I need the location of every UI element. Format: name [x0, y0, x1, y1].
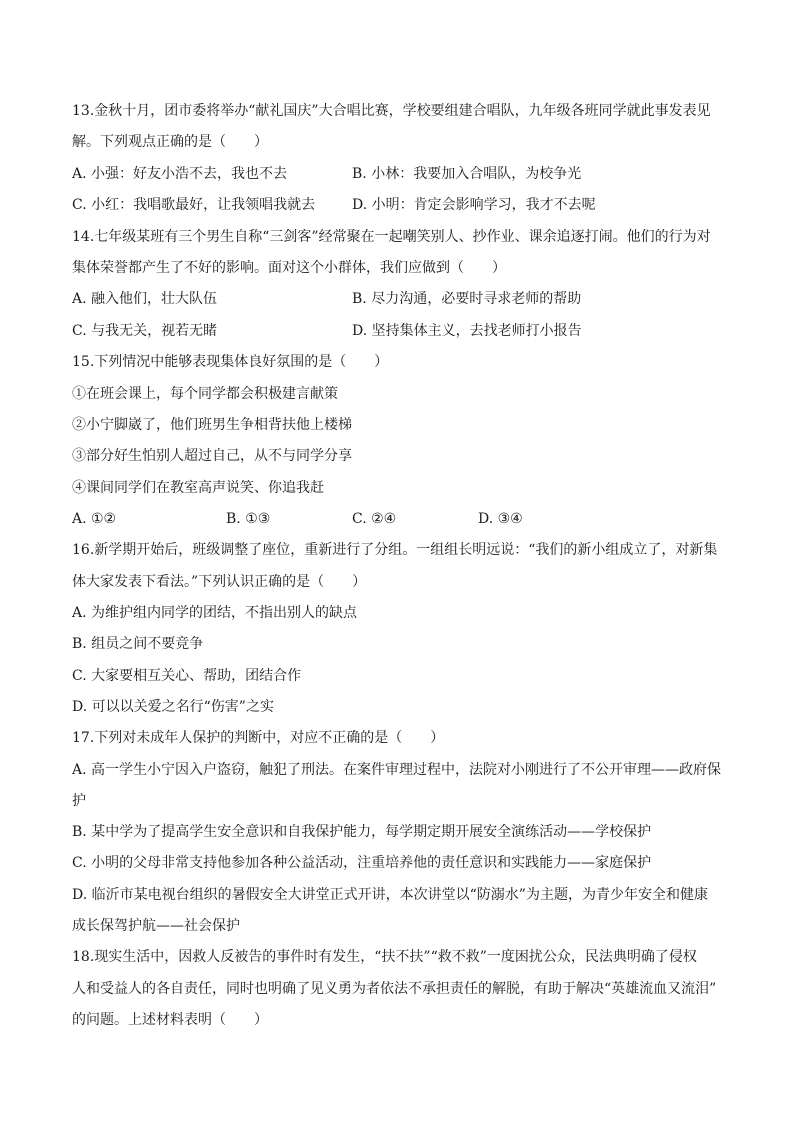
question-14-stem-line-2: 集体荣誉都产生了不好的影响。面对这个小群体，我们应做到（ ）: [72, 260, 506, 276]
question-15-item-1: ①在班会课上，每个同学都会积极建言献策: [72, 386, 338, 402]
question-13-option-d: D. 小明：肯定会影响学习，我才不去呢: [352, 197, 596, 213]
question-15-option-a: A. ①②: [72, 511, 117, 527]
question-13-option-c: C. 小红：我唱歌最好，让我领唱我就去: [72, 197, 316, 213]
question-18-stem-line-2: 人和受益人的各自责任，同时也明确了见义勇为者依法不承担责任的解脱，有助于解决“英雄流血又流泪”: [72, 981, 717, 997]
question-14-stem-line-1: 14.七年级某班有三个男生自称“三剑客”经常聚在一起嘲笑别人、抄作业、课余追逐打闹。他们的行为对: [72, 229, 711, 245]
question-14-option-b: B. 尽力沟通，必要时寻求老师的帮助: [352, 291, 582, 307]
question-15-item-2: ②小宁脚崴了，他们班男生争相背扶他上楼梯: [72, 417, 352, 433]
question-17-option-c: C. 小明的父母非常支持他参加各种公益活动，注重培养他的责任意识和实践能力——家庭保护: [72, 855, 652, 871]
question-17-option-d-line-2: 成长保驾护航——社会保护: [72, 918, 240, 934]
question-13-stem-line-1: 13.金秋十月，团市委将举办“献礼国庆”大合唱比赛，学校要组建合唱队，九年级各班同学就此事发表见: [72, 103, 711, 119]
question-15-option-b: B. ①③: [226, 511, 271, 527]
question-16-option-b: B. 组员之间不要竞争: [72, 636, 204, 652]
question-18-stem-line-3: 的问题。上述材料表明（ ）: [72, 1012, 268, 1028]
question-16-option-d: D. 可以以关爱之名行“伤害”之实: [72, 699, 274, 715]
question-15-option-c: C. ②④: [352, 511, 397, 527]
question-13-stem-line-2: 解。下列观点正确的是（ ）: [72, 134, 268, 150]
question-17-option-b: B. 某中学为了提高学生安全意识和自我保护能力，每学期定期开展安全演练活动——学校保护: [72, 824, 652, 840]
question-17-option-d-line-1: D. 临沂市某电视台组织的暑假安全大讲堂正式开讲，本次讲堂以“防溺水”为主题，为青少年安全和健康: [72, 887, 708, 903]
question-17-option-a-line-1: A. 高一学生小宁因入户盗窃，触犯了刑法。在案件审理过程中，法院对小刚进行了不公开审理——政府保: [72, 762, 722, 778]
question-16-option-c: C. 大家要相互关心、帮助，团结合作: [72, 668, 302, 684]
question-17-option-a-line-2: 护: [72, 793, 86, 809]
question-16-stem-line-1: 16.新学期开始后，班级调整了座位，重新进行了分组。一组组长明远说：“我们的新小组成立了，对新集: [72, 542, 718, 558]
question-14-option-c: C. 与我无关，视若无睹: [72, 323, 218, 339]
question-15-item-3: ③部分好生怕别人超过自己，从不与同学分享: [72, 448, 352, 464]
question-15-option-d: D. ③④: [478, 511, 523, 527]
question-18-stem-line-1: 18.现实生活中，因救人反被告的事件时有发生，“扶不扶”“救不救”一度困扰公众，民法典明确了侵权: [72, 949, 697, 965]
question-17-stem: 17.下列对未成年人保护的判断中，对应不正确的是（ ）: [72, 730, 445, 746]
question-13-option-b: B. 小林：我要加入合唱队，为校争光: [352, 166, 582, 182]
question-13-option-a: A. 小强：好友小浩不去，我也不去: [72, 166, 288, 182]
question-16-option-a: A. 为维护组内同学的团结，不指出别人的缺点: [72, 605, 358, 621]
question-16-stem-line-2: 体大家发表下看法。”下列认识正确的是（ ）: [72, 574, 367, 590]
question-14-option-d: D. 坚持集体主义，去找老师打小报告: [352, 323, 582, 339]
question-14-option-a: A. 融入他们，壮大队伍: [72, 291, 218, 307]
question-15-item-4: ④课间同学们在教室高声说笑、你追我赶: [72, 480, 324, 496]
question-15-stem: 15.下列情况中能够表现集体良好氛围的是（ ）: [72, 354, 389, 370]
